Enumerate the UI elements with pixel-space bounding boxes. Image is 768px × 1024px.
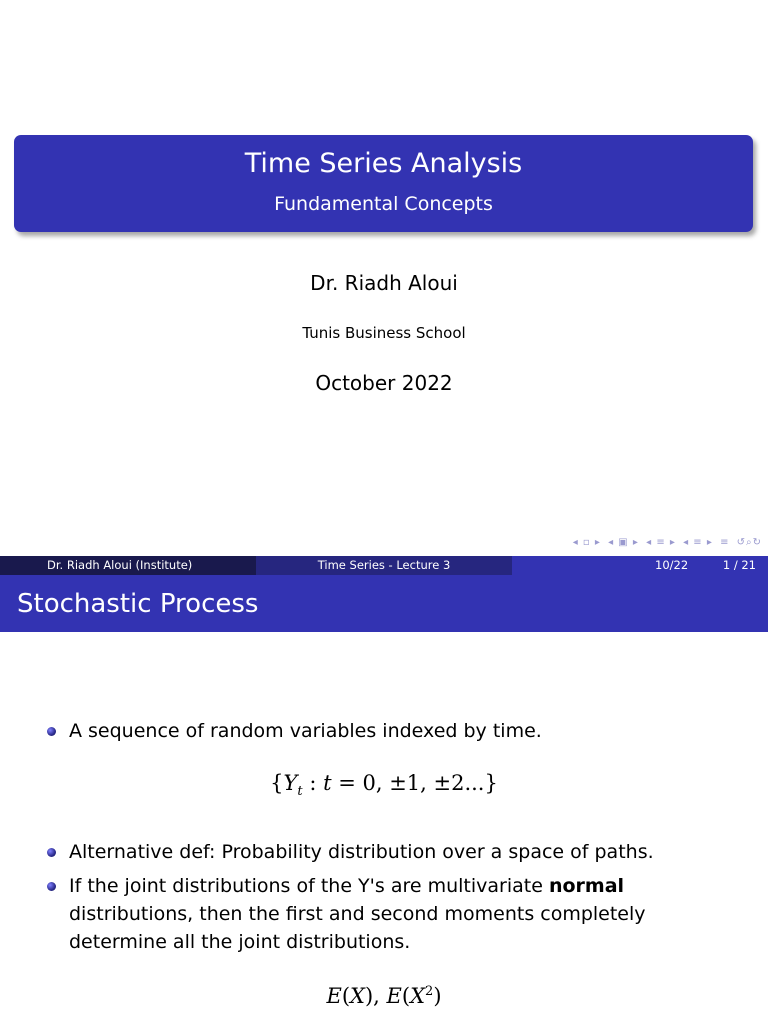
bullet-item-2: Alternative def: Probability distribution over a space of paths. [69, 841, 654, 863]
search-icon[interactable]: ↺⌕↻ [736, 537, 762, 548]
bullet-item-3 [69, 872, 689, 956]
footer-short-title: Time Series - Lecture 3 [317, 558, 451, 572]
title-block [14, 135, 753, 232]
author-name: Dr. Riadh Aloui [310, 271, 458, 295]
presentation-date: October 2022 [315, 371, 453, 395]
bullet-3-text-start: If the joint distributions of the Y's are multivariate [69, 875, 549, 897]
presentation-subtitle: Fundamental Concepts [274, 193, 493, 215]
footer-date: 10/22 [655, 558, 689, 572]
frame-title: Stochastic Process [17, 589, 259, 619]
bullet-icon [47, 848, 56, 857]
math-moments: E(X), $E(X^2)$ [326, 984, 442, 1008]
math-sequence: {$Y_t$ : t = 0, ±1, ±2...} [270, 771, 498, 800]
slide-footer [0, 556, 768, 575]
frame-title-bar [0, 575, 768, 632]
institute-name: Tunis Business School [302, 324, 466, 342]
presentation-title: Time Series Analysis [244, 148, 523, 179]
bullet-icon [47, 727, 56, 736]
footer-title-section [256, 556, 512, 575]
align-icon[interactable]: ≡ [720, 537, 730, 548]
footer-author-section [0, 556, 256, 575]
footer-date-section [512, 556, 768, 575]
bullet-icon [47, 882, 56, 891]
nav-arrows-icon[interactable]: ◂ ▫ ▸ [572, 537, 601, 548]
footer-page-number: 1 / 21 [722, 558, 756, 572]
subsection-nav-icon[interactable]: ◂ ≡ ▸ [646, 537, 676, 548]
beamer-navigation-bar[interactable] [570, 537, 762, 548]
bullet-3-bold-word: normal [548, 875, 625, 897]
bullet-item-1: A sequence of random variables indexed by time. [69, 720, 542, 742]
bullet-3-text-end: distributions, then the first and second moments completely determine all the joint distributions. [69, 903, 646, 953]
section-nav-icon[interactable]: ◂ ≡ ▸ [683, 537, 713, 548]
frame-nav-icon[interactable]: ◂ ▣ ▸ [608, 537, 639, 548]
footer-author: Dr. Riadh Aloui (Institute) [47, 558, 193, 572]
